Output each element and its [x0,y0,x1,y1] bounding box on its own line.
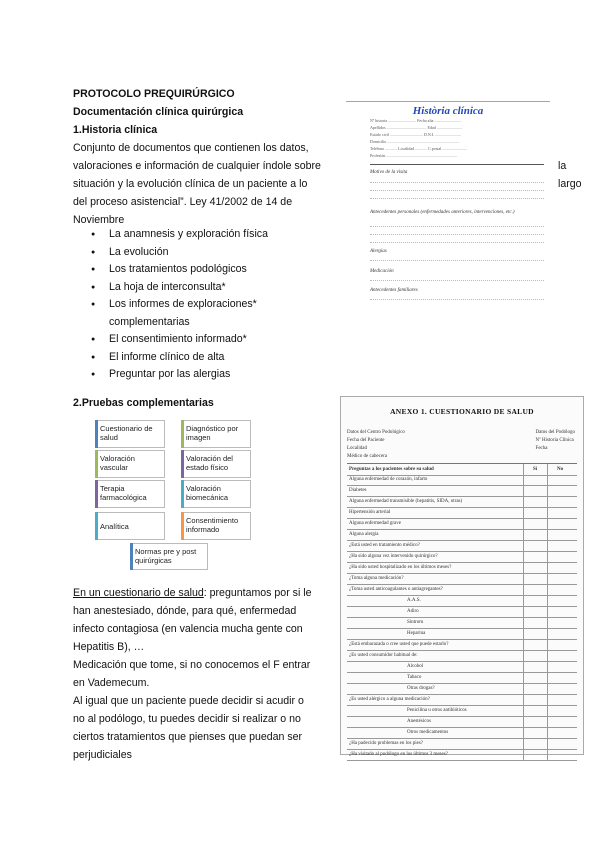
header-field: Datos del Centro Podológico [347,430,405,435]
list-item: ● La evolución [73,244,348,262]
header-field: Médico de cabecera [347,454,387,459]
list-item: ● El consentimiento informado* [73,331,348,349]
row-label: Adiro [407,609,419,614]
row-label: Alguna enfermedad de corazón, infarto [349,477,428,482]
paragraph-line: valoraciones e información de cualquier índole sobre [73,160,321,172]
row-label: ¿Es usted alérgico a alguna medicación? [349,697,430,702]
header-field: Localidad [347,446,367,451]
row-label: ¿Ha padecido problemas en los pies? [349,741,424,746]
overflow-word: la [558,160,567,172]
paragraph-line: situación y la evolución clínica de un paciente a lo [73,178,308,190]
row-label: Hipertensión arterial [349,510,391,515]
page-heading: PROTOCOLO PREQUIRÚRGICO [73,88,235,100]
list-item-continuation: complementarias [109,315,190,328]
section1-title: 1.Historia clínica [73,124,158,136]
diagram-box: Consentimiento informado [181,512,251,540]
list-item: ● Los tratamientos podológicos [73,261,348,279]
divider [370,164,544,165]
paragraph-line: han anestesiado, dónde, para qué, enfermedad [73,605,297,617]
header-field: Fecha del Paciente [347,438,385,443]
row-label: Preguntas a los pacientes sobre su salud [349,467,434,472]
row-label: Alguna alergia [349,532,379,537]
form-section: Antecedentes personales (enfermedades anteriores, intervenciones, etc.) [370,210,515,215]
diagram-box: Cuestionario de salud [95,420,165,448]
paragraph-line: ciertos tratamientos que pienses que puedan ser [73,731,303,743]
form-field-line: Profesión ....................................................................... [370,153,458,158]
row-label: ¿Toma alguna medicación? [349,576,404,581]
diagram-box: Valoración biomecánica [181,480,251,508]
section2-paragraph [73,584,343,764]
paragraph-line: Hepatitis B), … [73,641,145,653]
tests-diagram [95,420,255,570]
row-label: Tabaco [407,675,422,680]
form-section: Alergias [370,249,387,254]
questionnaire-title: ANEXO 1. CUESTIONARIO DE SALUD [390,407,534,416]
bullet-list [73,226,348,384]
questionnaire-header-right [536,429,575,453]
row-label: ¿Es usted consumidor habitual de: [349,653,418,658]
row-label: Penicilina u otros antibióticos [407,708,467,713]
row-label: A.A.S. [407,598,421,603]
row-label: ¿Ha sido usted hospitalizado en los últimos meses? [349,565,452,570]
paragraph-line: Noviembre [73,214,125,226]
table-row [347,749,577,761]
row-label: Alguna enfermedad transmisible (hepatitis, SIDA, otras) [349,499,463,504]
paragraph-line: Conjunto de documentos que contienen los datos, [73,142,309,154]
row-label: Sintrom [407,620,424,625]
list-item: ● El informe clínico de alta [73,349,348,367]
diagram-box: Analítica [95,512,165,540]
header-field: Datos del Podólogo [535,430,575,435]
list-item: ● Los informes de exploraciones* [73,296,348,314]
paragraph-text: : preguntamos por si le [203,587,312,599]
form-field-line: Teléfono ............ Localidad ............ C.postal ......................... [370,146,468,151]
row-label: ¿Toma usted anticoagulantes o antiagregantes? [349,587,443,592]
history-form-image [346,101,550,305]
row-label: ¿Está embarazada o cree usted que puede estarlo? [349,642,449,647]
form-section: Medicación [370,269,394,274]
underlined-phrase: En un cuestionario de salud [73,587,204,599]
form-field-line: Domicilio ........................................................................ [370,139,460,144]
paragraph-line: Al igual que un paciente puede decidir si acudir o [73,695,304,707]
paragraph-line: del proceso asistencial”. Ley 41/2002 de 14 de [73,196,293,208]
form-section: Motivo de la visita [370,170,408,175]
paragraph-line: no al podólogo, tu puedes decidir si realizar o no [73,713,301,725]
section2-title: 2.Pruebas complementarias [73,397,214,409]
row-label: ¿Ha sido alguna vez intervenido quirúrgico? [349,554,438,559]
list-item: ● La anamnesis y exploración física [73,226,348,244]
history-form-title: Història clínica [412,105,484,117]
list-item: ● Preguntar por las alergias [73,366,348,384]
paragraph-line: infecto contagiosa (en valencia mucha gente con [73,623,303,635]
row-label: Otros medicamentos [407,730,449,735]
row-label: Anestésicos [407,719,431,724]
subheading: Documentación clínica quirúrgica [73,106,244,118]
overflow-word: largo [558,178,582,190]
health-questionnaire-image [340,396,584,755]
paragraph-line: en Vademecum. [73,677,150,689]
row-label: Heparina [407,631,426,636]
section1-paragraph [73,139,348,229]
questionnaire-header-left [347,429,405,461]
paragraph-line: perjudiciales [73,749,132,761]
diagram-box: Diagnóstico por imagen [181,420,251,448]
diagram-footer-box: Normas pre y post quirúrgicas [130,543,208,570]
row-label: ¿Ha visitado al podólogo en los últimos 3 meses? [349,752,448,757]
col-yes: Sí [533,467,538,472]
list-item: ● La hoja de interconsulta* [73,279,348,297]
diagram-box: Valoración vascular [95,450,165,478]
row-label: Diabetes [349,488,367,493]
form-field-line: Nº historia ............................ Fecha alta ........................... [370,118,462,123]
header-field: Nº Historia Clínica [535,438,574,443]
paragraph-line: Medicación que tome, si no conocemos el F entrar [73,659,311,671]
header-field: Fecha [535,446,548,451]
form-field-line: Apellidos ........................................ Edad ......................... [370,125,462,130]
col-no: No [557,467,564,472]
row-label: Alcohol [407,664,424,669]
row-label: ¿Está usted en tratamiento médico? [349,543,420,548]
row-label: Otras drogas? [407,686,435,691]
form-field-line: Estado civil ................................. D.N.I. .......................... [370,132,462,137]
diagram-box: Terapia farmacológica [95,480,165,508]
form-section: Antecedentes familiares [370,288,418,293]
diagram-box: Valoración del estado físico [181,450,251,478]
row-label: Alguna enfermedad grave [349,521,401,526]
